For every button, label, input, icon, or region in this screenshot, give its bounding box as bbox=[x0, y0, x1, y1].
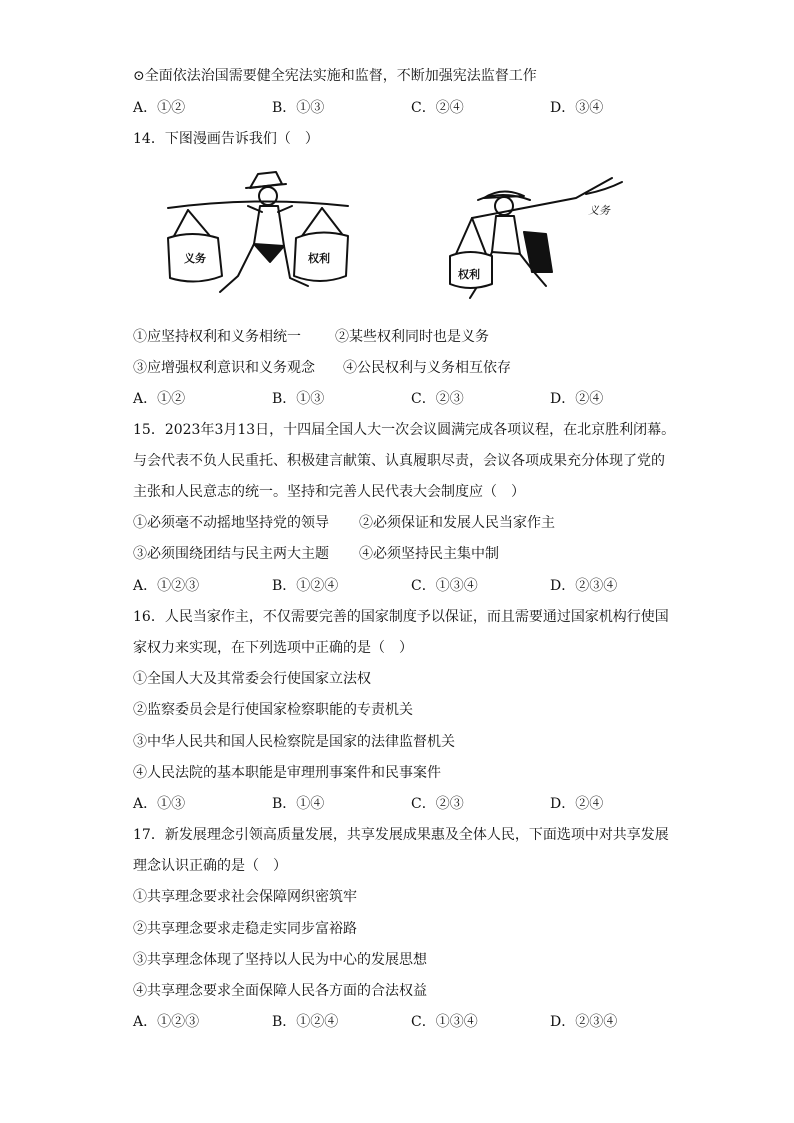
question-15-stem-line1: 15．2023年3月13日，十四届全国人大一次会议圆满完成各项议程，在北京胜利闭幕。 bbox=[133, 422, 676, 438]
question-15-items-row2 bbox=[133, 544, 499, 564]
basket-label-right: 权利 bbox=[308, 252, 330, 265]
item-3: ③必须围绕团结与民主两大主题 bbox=[133, 546, 329, 562]
option-a[interactable]: A．①②③ bbox=[133, 578, 200, 594]
question-13-options bbox=[133, 98, 603, 118]
item-4: ④必须坚持民主集中制 bbox=[359, 546, 499, 562]
question-15-options bbox=[133, 576, 617, 596]
cartoon-right bbox=[436, 172, 632, 312]
option-c[interactable]: C．①③④ bbox=[411, 578, 478, 594]
question-15-stem-line3: 主张和人民意志的统一。坚持和完善人民代表大会制度应（ ） bbox=[133, 484, 525, 500]
question-17-stem-line2: 理念认识正确的是（ ） bbox=[133, 858, 287, 874]
item-2: ②某些权利同时也是义务 bbox=[335, 329, 489, 345]
option-d[interactable]: D．②③④ bbox=[550, 1014, 618, 1030]
question-17-options bbox=[133, 1012, 617, 1032]
question-17-item-3: ③共享理念体现了坚持以人民为中心的发展思想 bbox=[133, 952, 427, 968]
question-14-options bbox=[133, 389, 603, 409]
option-a[interactable]: A．①③ bbox=[133, 796, 186, 812]
option-a[interactable]: A．①② bbox=[133, 100, 186, 116]
question-14-stem: 14．下图漫画告诉我们（ ） bbox=[133, 131, 319, 147]
question-15-items-row1 bbox=[133, 513, 555, 533]
option-d[interactable]: D．②③④ bbox=[550, 578, 618, 594]
question-15-stem-line2: 与会代表不负人民重托、积极建言献策、认真履职尽责，会议各项成果充分体现了党的 bbox=[133, 453, 665, 469]
option-c[interactable]: C．②③ bbox=[411, 796, 464, 812]
question-14-items-row2 bbox=[133, 358, 511, 378]
item-2: ②必须保证和发展人民当家作主 bbox=[359, 515, 555, 531]
option-d[interactable]: D．③④ bbox=[550, 100, 604, 116]
question-16-item-1: ①全国人大及其常委会行使国家立法权 bbox=[133, 671, 371, 687]
option-b[interactable]: B．①④ bbox=[272, 796, 325, 812]
whip-label-duty: 义务 bbox=[588, 204, 610, 217]
question-16-item-2: ②监察委员会是行使国家检察职能的专责机关 bbox=[133, 702, 413, 718]
question-16-item-3: ③中华人民共和国人民检察院是国家的法律监督机关 bbox=[133, 734, 455, 750]
option-b[interactable]: B．①②④ bbox=[272, 1014, 339, 1030]
option-c[interactable]: C．②④ bbox=[411, 100, 464, 116]
basket-label-right: 权利 bbox=[458, 268, 480, 281]
option-a[interactable]: A．①② bbox=[133, 391, 186, 407]
item-1: ①必须毫不动摇地坚持党的领导 bbox=[133, 515, 329, 531]
question-17-stem-line1: 17．新发展理念引领高质量发展，共享发展成果惠及全体人民，下面选项中对共享发展 bbox=[133, 827, 669, 843]
item-4: ④公民权利与义务相互依存 bbox=[343, 360, 511, 376]
question-13-item-4: ⊙全面依法治国需要健全宪法实施和监督，不断加强宪法监督工作 bbox=[133, 68, 537, 84]
question-16-options bbox=[133, 794, 603, 814]
option-c[interactable]: C．②③ bbox=[411, 391, 464, 407]
question-16-stem-line2: 家权力来实现，在下列选项中正确的是（ ） bbox=[133, 640, 413, 656]
basket-label-duty: 义务 bbox=[184, 252, 206, 265]
cartoon-left bbox=[158, 166, 352, 306]
option-a[interactable]: A．①②③ bbox=[133, 1014, 200, 1030]
option-d[interactable]: D．②④ bbox=[550, 796, 604, 812]
option-d[interactable]: D．②④ bbox=[550, 391, 604, 407]
option-b[interactable]: B．①③ bbox=[272, 100, 325, 116]
question-17-item-2: ②共享理念要求走稳走实同步富裕路 bbox=[133, 921, 357, 937]
question-17-item-4: ④共享理念要求全面保障人民各方面的合法权益 bbox=[133, 983, 427, 999]
question-16-stem-line1: 16．人民当家作主，不仅需要完善的国家制度予以保证，而且需要通过国家机构行使国 bbox=[133, 609, 669, 625]
question-17-item-1: ①共享理念要求社会保障网织密筑牢 bbox=[133, 889, 357, 905]
item-1: ①应坚持权利和义务相统一 bbox=[133, 329, 301, 345]
question-14-items-row1 bbox=[133, 327, 489, 347]
option-c[interactable]: C．①③④ bbox=[411, 1014, 478, 1030]
item-3: ③应增强权利意识和义务观念 bbox=[133, 360, 315, 376]
option-b[interactable]: B．①③ bbox=[272, 391, 325, 407]
option-b[interactable]: B．①②④ bbox=[272, 578, 339, 594]
question-16-item-4: ④人民法院的基本职能是审理刑事案件和民事案件 bbox=[133, 765, 441, 781]
